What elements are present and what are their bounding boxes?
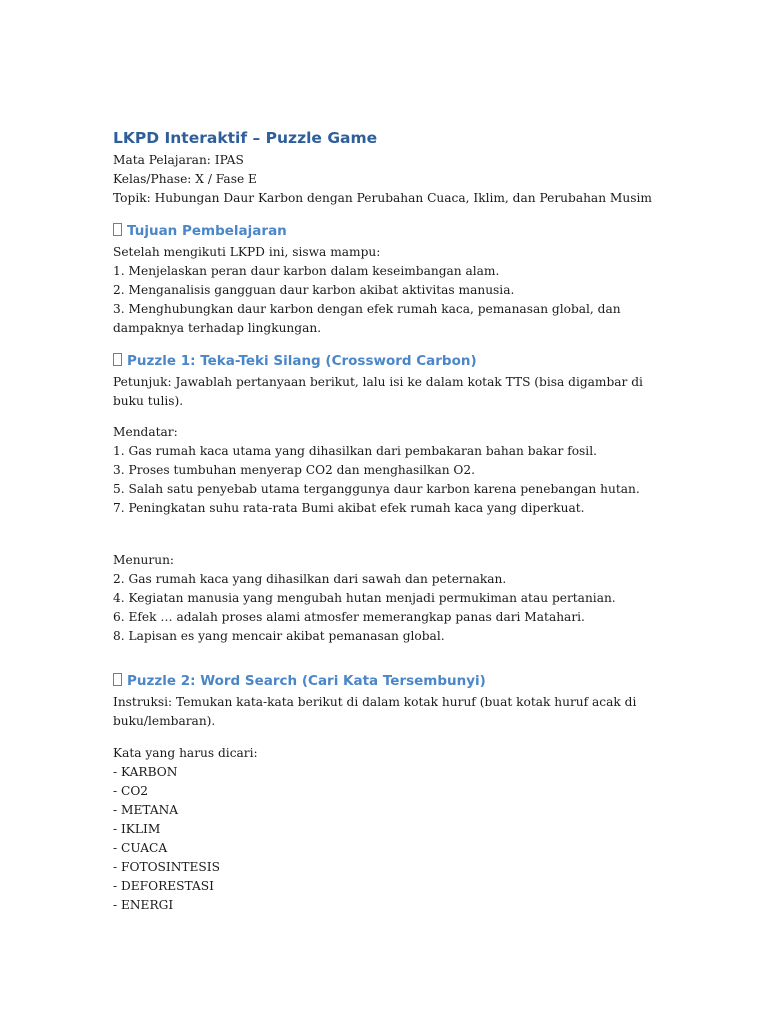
goal-item-2: 2. Menganalisis gangguan daur karbon akibat aktivitas manusia. — [113, 283, 515, 297]
down-clue-8: 8. Lapisan es yang mencair akibat pemanasan global. — [113, 629, 445, 643]
puzzle1-heading — [113, 351, 658, 371]
across-label: Mendatar: — [113, 425, 178, 439]
down-clue-2: 2. Gas rumah kaca yang dihasilkan dari sawah dan peternakan. — [113, 572, 507, 586]
puzzle2-heading-text: Puzzle 2: Word Search (Cari Kata Tersembunyi) — [127, 673, 486, 689]
puzzle2-instructions: Instruksi: Temukan kata-kata berikut di dalam kotak huruf (buat kotak huruf acak di buku/lembaran). — [113, 695, 637, 728]
topic-line: Topik: Hubungan Daur Karbon dengan Perubahan Cuaca, Iklim, dan Perubahan Musim — [113, 191, 652, 205]
missing-glyph-icon — [113, 353, 122, 366]
across-clue-3: 3. Proses tumbuhan menyerap CO2 dan menghasilkan O2. — [113, 463, 476, 477]
word-item: - CO2 — [113, 784, 149, 798]
goals-heading — [113, 221, 658, 241]
down-clue-4: 4. Kegiatan manusia yang mengubah hutan menjadi permukiman atau pertanian. — [113, 591, 616, 605]
puzzle2-heading — [113, 671, 658, 691]
words-label: Kata yang harus dicari: — [113, 746, 258, 760]
goals-heading-text: Tujuan Pembelajaran — [127, 223, 287, 239]
goals-intro: Setelah mengikuti LKPD ini, siswa mampu: — [113, 245, 381, 259]
across-clue-7: 7. Peningkatan suhu rata-rata Bumi akibat efek rumah kaca yang diperkuat. — [113, 501, 585, 515]
down-label: Menurun: — [113, 553, 175, 567]
missing-glyph-icon — [113, 673, 122, 686]
word-item: - ENERGI — [113, 898, 174, 912]
across-clue-5: 5. Salah satu penyebab utama terganggunya daur karbon karena penebangan hutan. — [113, 482, 640, 496]
class-line: Kelas/Phase: X / Fase E — [113, 172, 257, 186]
across-clue-1: 1. Gas rumah kaca utama yang dihasilkan dari pembakaran bahan bakar fosil. — [113, 444, 597, 458]
word-item: - FOTOSINTESIS — [113, 860, 220, 874]
puzzle1-instructions: Petunjuk: Jawablah pertanyaan berikut, lalu isi ke dalam kotak TTS (bisa digambar di buku tulis). — [113, 375, 643, 408]
word-item: - METANA — [113, 803, 179, 817]
document-page — [113, 122, 658, 915]
word-item: - IKLIM — [113, 822, 161, 836]
goal-item-1: 1. Menjelaskan peran daur karbon dalam keseimbangan alam. — [113, 264, 500, 278]
goal-item-3: 3. Menghubungkan daur karbon dengan efek rumah kaca, pemanasan global, dan dampaknya terhadap lingkungan. — [113, 302, 621, 335]
document-title: LKPD Interaktif – Puzzle Game — [113, 129, 378, 147]
puzzle1-heading-text: Puzzle 1: Teka-Teki Silang (Crossword Carbon) — [127, 353, 477, 369]
subject-line: Mata Pelajaran: IPAS — [113, 153, 244, 167]
missing-glyph-icon — [113, 223, 122, 236]
word-item: - KARBON — [113, 765, 178, 779]
word-item: - CUACA — [113, 841, 168, 855]
word-item: - DEFORESTASI — [113, 879, 214, 893]
down-clue-6: 6. Efek … adalah proses alami atmosfer memerangkap panas dari Matahari. — [113, 610, 585, 624]
